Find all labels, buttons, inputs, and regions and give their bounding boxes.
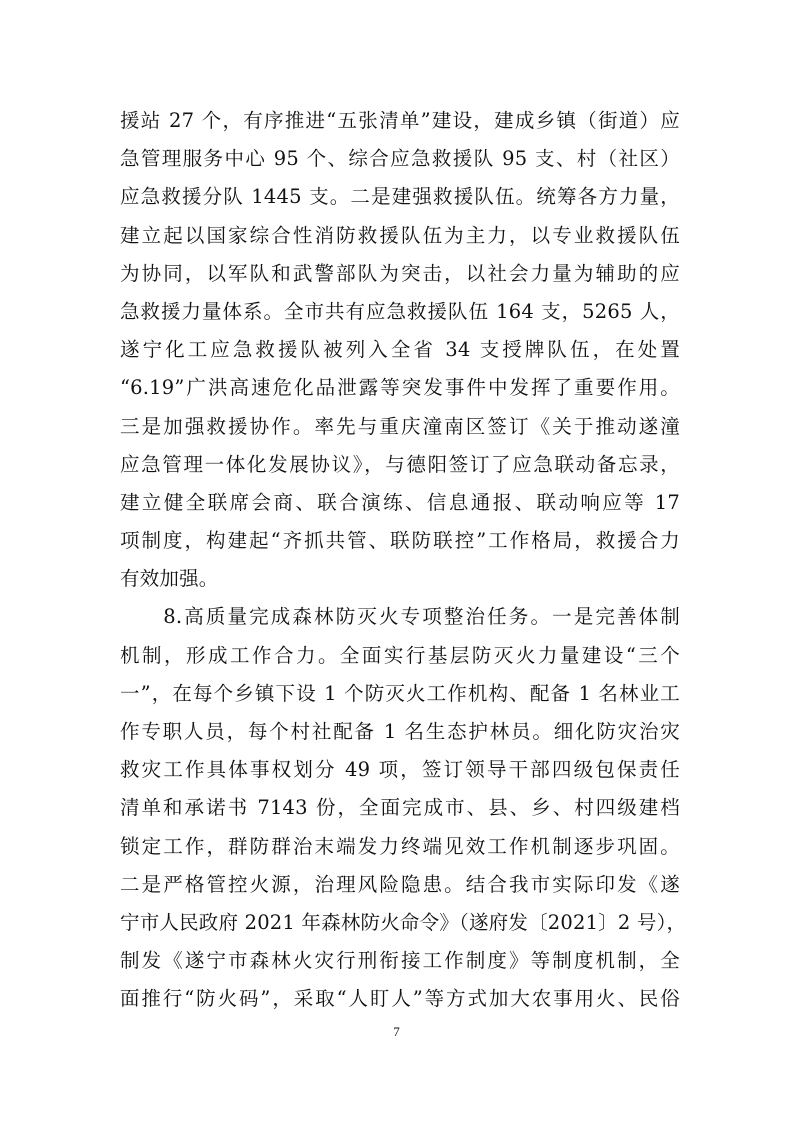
text-line: 应急救援分队 1445 支。二是建强救援队伍。统筹各方力量， <box>120 185 680 209</box>
text-line: 一”，在每个乡镇下设 1 个防灭火工作机构、配备 1 名林业工 <box>120 681 680 705</box>
text-line: 遂宁化工应急救援队被列入全省 34 支授牌队伍，在处置 <box>120 338 680 362</box>
text-line: 援站 27 个，有序推进“五张清单”建设，建成乡镇（街道）应 <box>120 109 680 132</box>
text-line: 面推行“防火码”，采取“人盯人”等方式加大农事用火、民俗 <box>120 987 680 1011</box>
text-line: 救灾工作具体事权划分 49 项，签订领导干部四级包保责任 <box>120 758 680 782</box>
text-line: 应急管理一体化发展协议》，与德阳签订了应急联动备忘录， <box>120 452 680 476</box>
text-line: 急救援力量体系。全市共有应急救援队伍 164 支，5265 人， <box>120 299 680 323</box>
text-line: 三是加强救援协作。率先与重庆潼南区签订《关于推动遂潼 <box>120 414 680 438</box>
body-text <box>120 102 687 1019</box>
text-line: 锁定工作，群防群治末端发力终端见效工作机制逐步巩固。 <box>120 834 680 858</box>
text-line: 有效加强。 <box>120 567 219 591</box>
text-line: 为协同，以军队和武警部队为突击，以社会力量为辅助的应 <box>120 261 680 285</box>
page-number: 7 <box>393 1024 400 1039</box>
text-line: 作专职人员，每个村社配备 1 名生态护林员。细化防灾治灾 <box>120 720 680 743</box>
text-line: 8.高质量完成森林防灭火专项整治任务。一是完善体制 <box>120 605 680 629</box>
text-line: 机制，形成工作合力。全面实行基层防灭火力量建设“三个 <box>120 643 680 667</box>
text-line: 建立起以国家综合性消防救援队伍为主力，以专业救援队伍 <box>120 223 680 247</box>
text-line: 建立健全联席会商、联合演练、信息通报、联动响应等 17 <box>120 490 680 514</box>
text-line: 二是严格管控火源，治理风险隐患。结合我市实际印发《遂 <box>120 872 680 896</box>
text-line: “6.19”广洪高速危化品泄露等突发事件中发挥了重要作用。 <box>120 376 680 400</box>
text-line: 制发《遂宁市森林火灾行刑衔接工作制度》等制度机制，全 <box>120 949 680 973</box>
text-line: 急管理服务中心 95 个、综合应急救援队 95 支、村（社区） <box>120 147 680 171</box>
text-line: 清单和承诺书 7143 份，全面完成市、县、乡、村四级建档 <box>120 796 680 820</box>
text-line: 宁市人民政府 2021 年森林防火命令》（遂府发〔2021〕2 号）， <box>120 910 687 934</box>
text-line: 项制度，构建起“齐抓共管、联防联控”工作格局，救援合力 <box>120 529 680 553</box>
